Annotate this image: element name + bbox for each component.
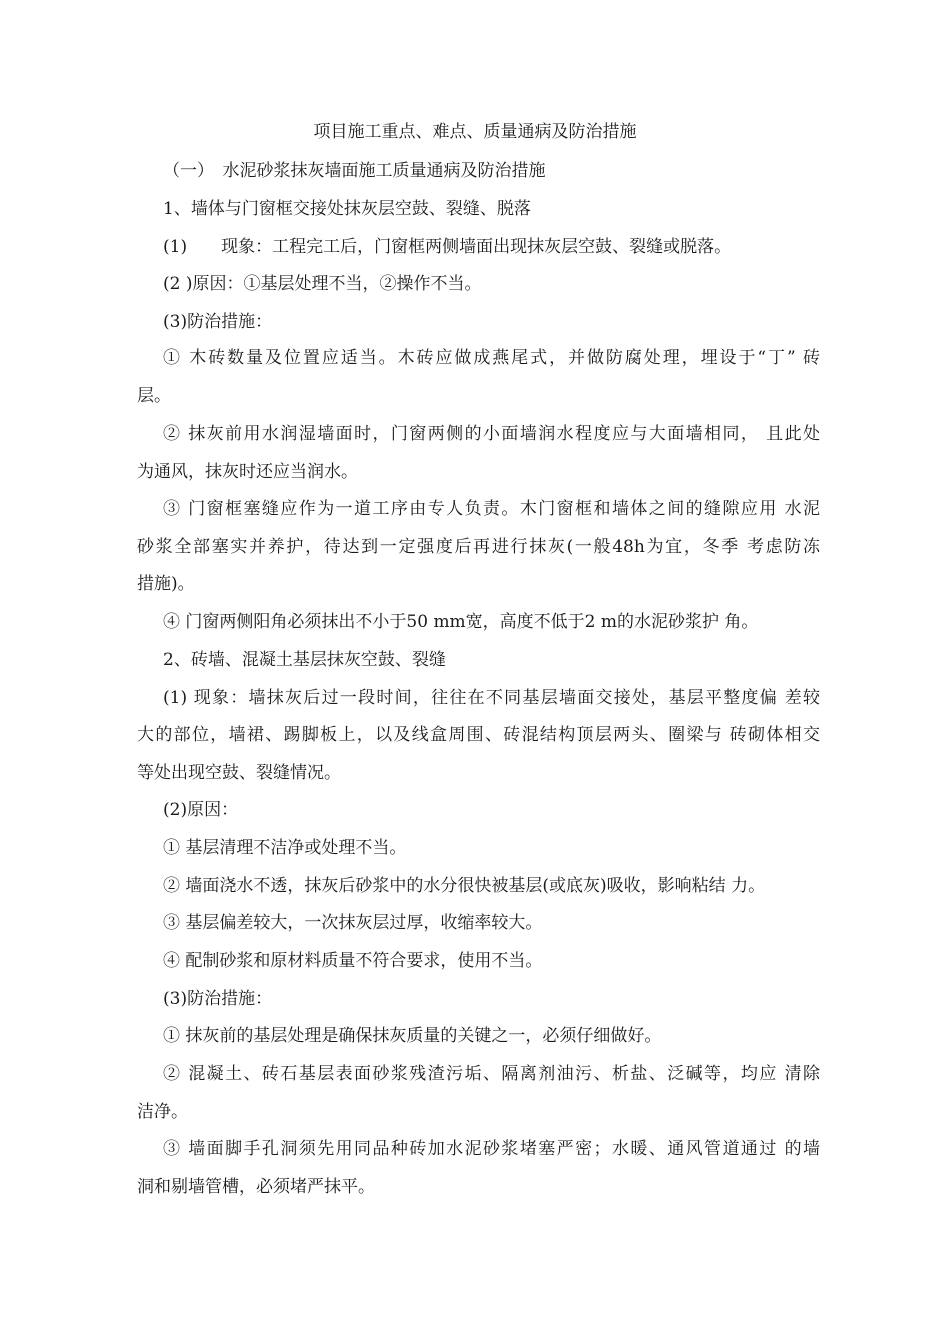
- paragraph-line: ② 墙面浇水不透，抹灰后砂浆中的水分很快被基层(或底灰)吸收，影响粘结 力。: [163, 876, 766, 896]
- paragraph-line: ③ 墙面脚手孔洞须先用同品种砖加水泥砂浆堵塞严密；水暖、通风管道通过 的墙: [163, 1139, 820, 1159]
- paragraph-line: ④ 门窗两侧阳角必须抹出不小于50 mm宽，高度不低于2 m的水泥砂浆护 角。: [163, 612, 759, 632]
- paragraph-line: 为通风，抹灰时还应当润水。: [137, 462, 358, 482]
- paragraph-line: ④ 配制砂浆和原材料质量不符合要求，使用不当。: [163, 951, 543, 971]
- subsection-heading: 2、砖墙、混凝土基层抹灰空鼓、裂缝: [163, 650, 446, 670]
- paragraph-line: ① 基层清理不洁净或处理不当。: [163, 838, 407, 858]
- paragraph-line: ① 木砖数量及位置应适当。木砖应做成燕尾式，并做防腐处理，埋设于“丁” 砖: [163, 348, 820, 368]
- paragraph-line: (2)原因：: [163, 800, 239, 820]
- paragraph-line: (3)防治措施：: [163, 312, 273, 332]
- paragraph-line: 洞和剔墙管槽，必须堵严抹平。: [137, 1177, 375, 1197]
- subsection-heading: 1、墙体与门窗框交接处抹灰层空鼓、裂缝、脱落: [163, 199, 531, 219]
- paragraph-line: ① 抹灰前的基层处理是确保抹灰质量的关键之一，必须仔细做好。: [163, 1026, 662, 1046]
- paragraph-line: 砂浆全部塞实并养护，待达到一定强度后再进行抹灰(一般48h为宜，冬季 考虑防冻: [137, 537, 820, 557]
- paragraph-line: ② 混凝土、砖石基层表面砂浆残渣污垢、隔离剂油污、析盐、泛碱等，均应 清除: [163, 1064, 820, 1084]
- paragraph-line: (1) 现象：工程完工后，门窗框两侧墙面出现抹灰层空鼓、裂缝或脱落。: [163, 237, 732, 257]
- section-heading: （一） 水泥砂浆抹灰墙面施工质量通病及防治措施: [163, 161, 546, 181]
- paragraph-line: 层。: [137, 386, 171, 406]
- paragraph-line: 措施)。: [137, 574, 195, 594]
- paragraph-line: 等处出现空鼓、裂缝情况。: [137, 763, 341, 783]
- paragraph-line: (2 )原因：①基层处理不当，②操作不当。: [163, 274, 482, 294]
- paragraph-line: 大的部位，墙裙、踢脚板上，以及线盒周围、砖混结构顶层两头、圈梁与 砖砌体相交: [137, 725, 820, 745]
- document-title: 项目施工重点、难点、质量通病及防治措施: [313, 122, 637, 142]
- paragraph-line: (1) 现象：墙抹灰后过一段时间，往往在不同基层墙面交接处，基层平整度偏 差较: [163, 688, 820, 708]
- paragraph-line: 洁净。: [137, 1102, 188, 1122]
- paragraph-line: ② 抹灰前用水润湿墙面时，门窗两侧的小面墙润水程度应与大面墙相同， 且此处: [163, 424, 820, 444]
- paragraph-line: ③ 门窗框塞缝应作为一道工序由专人负责。木门窗框和墙体之间的缝隙应用 水泥: [163, 499, 820, 519]
- paragraph-line: ③ 基层偏差较大，一次抹灰层过厚，收缩率较大。: [163, 913, 543, 933]
- paragraph-line: (3)防治措施：: [163, 989, 273, 1009]
